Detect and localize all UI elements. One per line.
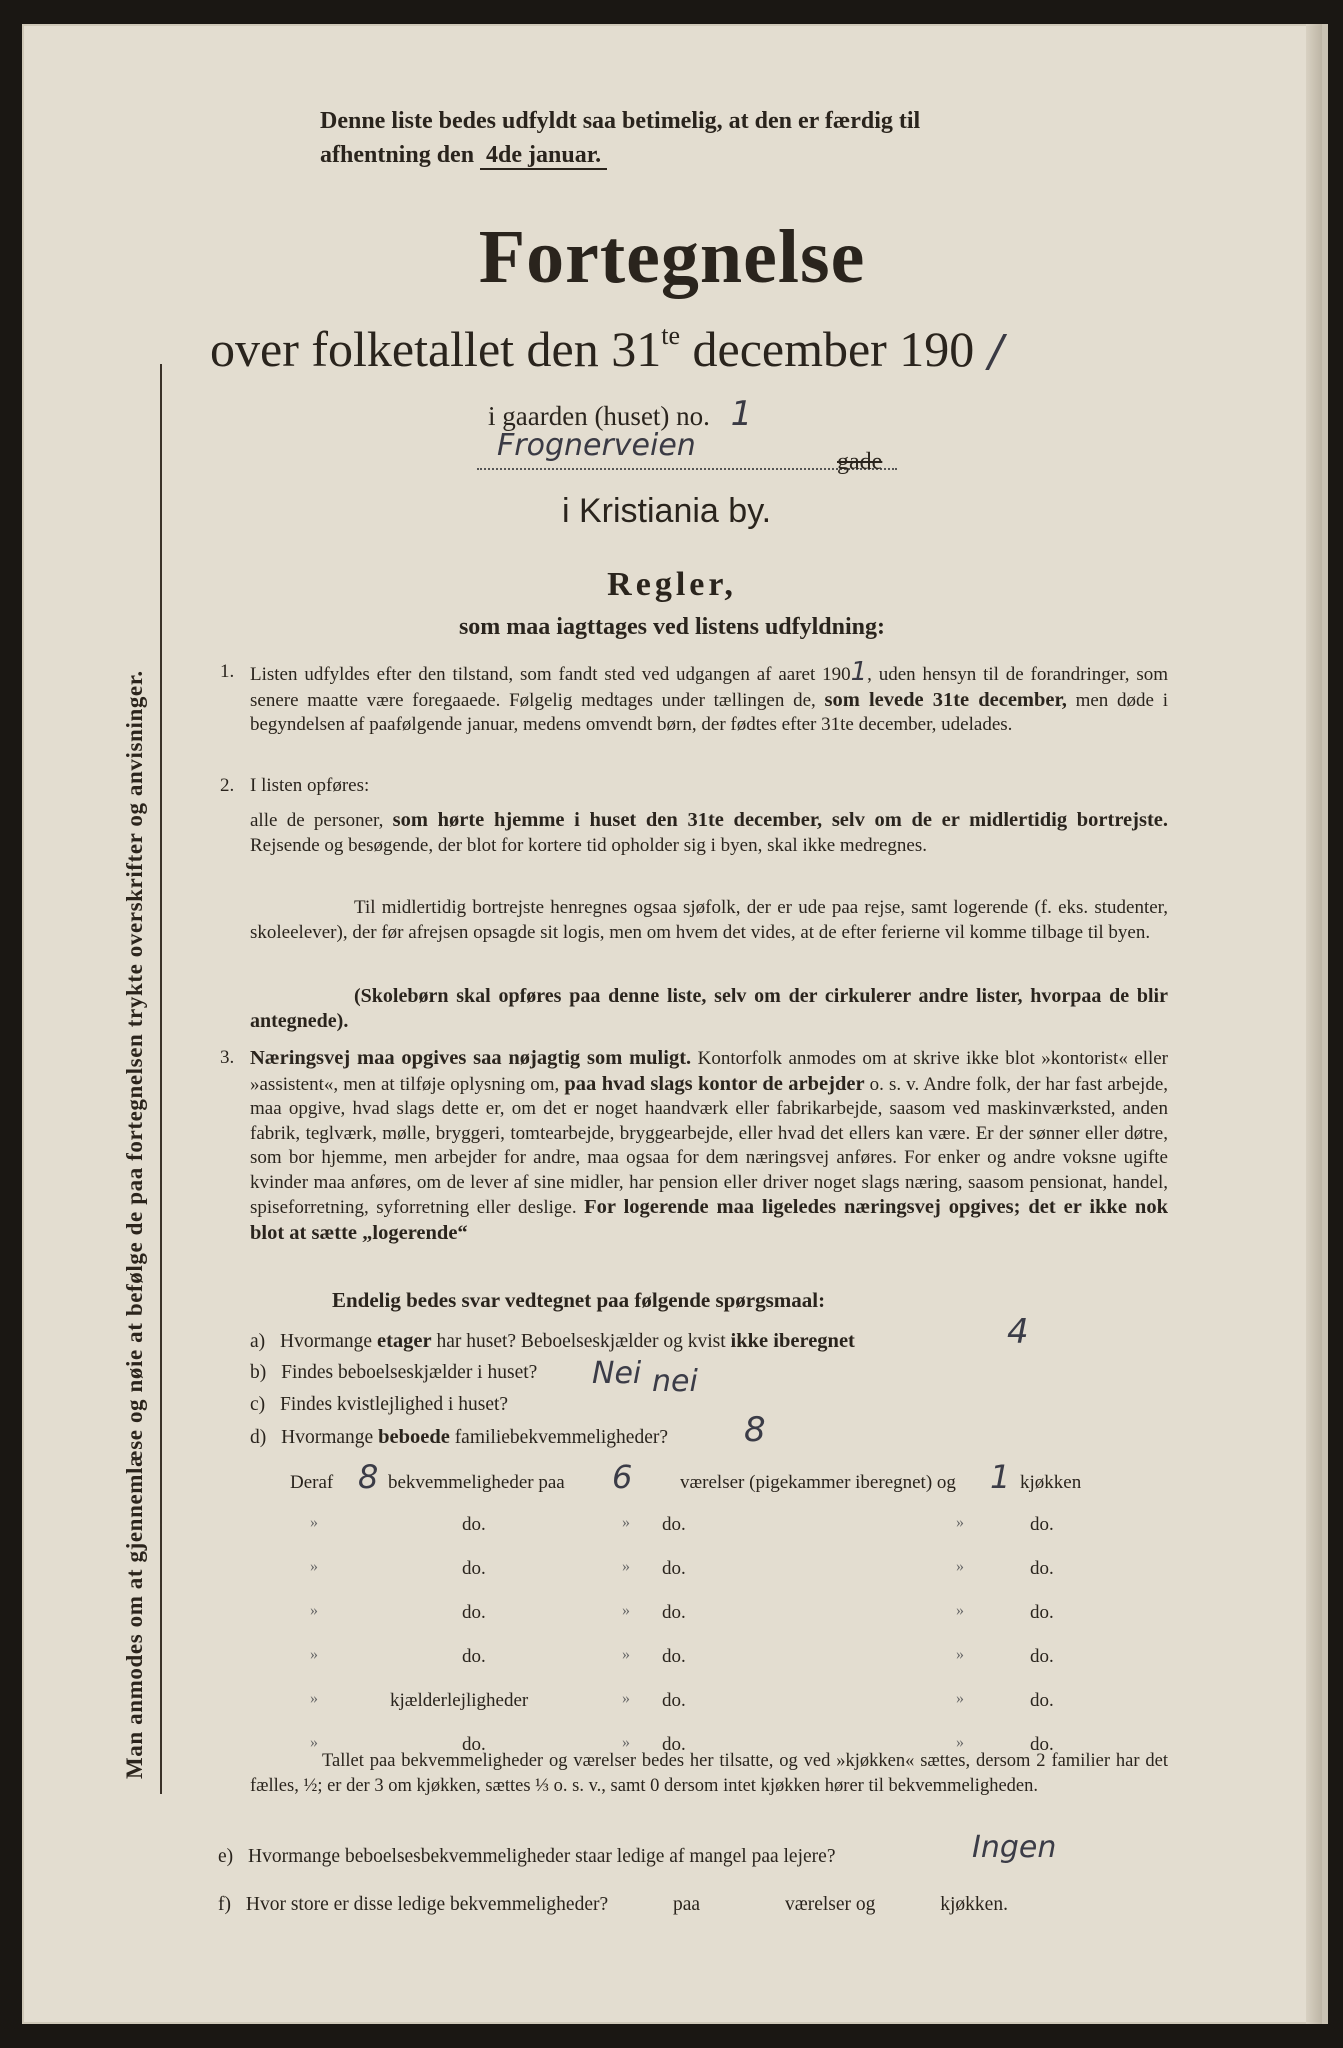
rule-3 — [220, 1046, 1169, 1246]
ditto-cell-2: do. — [662, 1558, 686, 1579]
ditto-cell-3: do. — [1030, 1646, 1054, 1667]
question-e-label: e) — [218, 1846, 234, 1867]
rule-1 — [220, 657, 1168, 738]
deraf-count-handwritten: 8 — [358, 1458, 379, 1496]
deraf-row — [272, 1458, 1172, 1496]
pickup-date: 4de januar. — [480, 142, 607, 170]
question-f-kitchen: kjøkken. — [940, 1894, 1008, 1915]
rules-title: Regler, — [607, 566, 737, 603]
question-a-text-mid: har huset? Beboelseskjælder og kvist — [436, 1331, 726, 1352]
page-edge — [1306, 24, 1322, 2024]
year-handwritten: / — [988, 326, 1004, 377]
rule-2-text-b: Rejsende og besøgende, der blot for kortere tid opholder sig i byen, skal ikke medregnes. — [250, 834, 927, 856]
question-b — [250, 1362, 537, 1384]
ditto-mark: » — [622, 1734, 630, 1751]
form-subtitle — [210, 320, 1003, 378]
question-c-text: Findes kvistlejlighed i huset? — [280, 1394, 509, 1415]
subtitle-sup: te — [661, 321, 680, 350]
ditto-cell-1: do. — [462, 1558, 486, 1579]
house-label: i gaarden (huset) no. — [488, 401, 710, 431]
rule-2-para-3: (Skolebørn skal opføres paa denne liste, selv om der cirkulerer andre lister, hvorpaa de blir antegnede). — [250, 985, 1168, 1032]
census-form-page — [22, 24, 1322, 2024]
rule-2-body — [250, 808, 1168, 858]
ditto-cell-3: do. — [1030, 1558, 1054, 1579]
street-printed-crossed: gade — [837, 449, 883, 475]
subtitle-pre: over folketallet den 31 — [210, 321, 662, 377]
rule-3-text-a: Kontorfolk anmodes om at skrive ikke blot »kontorist« eller »assistent«, men at tilføje oplysning om, — [250, 1048, 1169, 1095]
ditto-mark: » — [956, 1514, 964, 1531]
question-d-text-pre: Hvormange — [281, 1427, 374, 1448]
question-c — [250, 1394, 508, 1416]
ditto-mark: » — [310, 1514, 318, 1531]
ditto-cell-3: do. — [1030, 1734, 1054, 1755]
rule-3-bold-1: Næringsvej maa opgives saa nøjagtig som muligt. — [250, 1047, 692, 1069]
rule-2-text-a: alle de personer, — [250, 810, 384, 831]
ditto-mark: » — [956, 1602, 964, 1619]
question-d-label: d) — [250, 1427, 267, 1448]
ditto-mark: » — [622, 1646, 630, 1663]
question-f-paa: paa — [673, 1894, 701, 1915]
rule-1-bold: som levede 31te december, — [824, 688, 1067, 711]
ditto-cell-1: kjælderlejligheder — [390, 1690, 529, 1711]
rules-subtitle: som maa iagttages ved listens udfyldning: — [458, 614, 886, 640]
question-d-text: familiebekvemmeligheder? — [454, 1427, 669, 1448]
ditto-mark: » — [956, 1558, 964, 1575]
question-d-bold: beboede — [378, 1426, 450, 1448]
ditto-mark: » — [310, 1602, 318, 1619]
subtitle-post: december 190 — [692, 321, 975, 377]
count-note: Tallet paa bekvemmeligheder og værelser bedes her tilsatte, og ved »kjøkken« sættes, dersom 2 familier har det fælles, ½; er der 3 om kjøkken, sættes ⅓ o. s. v., samt 0 dersom intet kjøkken hører til bekvemmeligheden. — [250, 1751, 1168, 1796]
ditto-mark: » — [956, 1690, 964, 1707]
intro-line-2-text: afhentning den — [320, 142, 475, 168]
street-handwritten: Frognerveien — [497, 428, 696, 463]
question-a-label: a) — [250, 1331, 266, 1352]
question-d — [250, 1426, 668, 1449]
rule-1-text-a: Listen udfyldes efter den tilstand, som fandt sted ved udgangen af aaret 190 — [250, 664, 851, 685]
question-e — [218, 1846, 835, 1868]
rule-3-number: 3. — [220, 1047, 235, 1068]
rule-2-lead — [220, 774, 1168, 799]
ditto-cell-1: do. — [462, 1734, 486, 1755]
question-f-text: Hvor store er disse ledige bekvemmeligheder? — [245, 1894, 609, 1915]
rule-1-year-handwritten: 1 — [850, 657, 868, 687]
ditto-cell-2: do. — [662, 1602, 686, 1623]
rule-2-para-2: Til midlertidig bortrejste henregnes ogsaa sjøfolk, der er ude paa rejse, samt logerende (f. eks. studenter, skoleelever), der før afrejsen opsagde sit logis, men om hvem det vides, at de efter ferierne vil komme tilbage til byen. — [250, 897, 1168, 943]
ditto-cell-2: do. — [662, 1690, 686, 1711]
question-f — [218, 1894, 1008, 1916]
questions-heading: Endelig bedes svar vedtegnet paa følgende spørgsmaal: — [332, 1288, 826, 1312]
rule-1-text-c: men døde i begyndelsen af paafølgende januar, medens omvendt børn, der fødtes efter 31te december, udelades. — [250, 689, 1168, 735]
question-f-rooms: værelser og — [784, 1894, 876, 1915]
answer-a-handwritten: 4 — [1007, 1312, 1029, 1352]
ditto-mark: » — [310, 1558, 318, 1575]
ditto-mark: » — [622, 1602, 630, 1619]
deraf-text-2: værelser (pigekammer iberegnet) og — [680, 1472, 956, 1493]
rule-2-bold: som hørte hjemme i huset den 31te december, selv om de er midlertidig bortrejste. — [392, 809, 1169, 831]
ditto-row — [272, 1690, 1172, 1714]
ditto-cell-2: do. — [662, 1514, 686, 1535]
rule-1-text-b: , uden hensyn til de forandringer, som senere maatte være foregaaede. Følgelig medtages under tællingen de, — [250, 664, 1168, 711]
rule-3-bold-3: For logerende maa ligeledes næringsvej opgives; det er ikke nok blot at sætte „logerende“ — [250, 1196, 1168, 1244]
ditto-row — [272, 1558, 1172, 1582]
rule-3-text-b: o. s. v. Andre folk, der har fast arbejde, maa opgive, hvad slags dette er, om det er noget haandværk eller fabrikarbejde, saasom ved maskinværksted, anden fabrik, teglværk, mølle, bryggeri, tomtearbejde, bryggearbejde, eller hvad det ellers kan være. Er der sønner eller døtre, som bor hjemme, men arbejder for andre, maa ogsaa for dem næringsvej anføres. For enker og andre voksne ugifte kvinder maa anføres, om de lever af sine midler, har pension eller driver noget slags næring, saasom pensionat, handel, spiseforretning, syforretning eller deslige. — [250, 1073, 1169, 1218]
ditto-mark: » — [622, 1514, 630, 1531]
rule-2-number: 2. — [220, 775, 235, 796]
ditto-row — [272, 1514, 1172, 1538]
intro-line-2 — [320, 138, 1170, 172]
answer-b-handwritten: Nei — [592, 1356, 642, 1391]
ditto-cell-3: do. — [1030, 1602, 1054, 1623]
ditto-mark: » — [310, 1646, 318, 1663]
ditto-row — [272, 1602, 1172, 1626]
question-a-bold: etager — [376, 1330, 432, 1352]
question-b-text: Findes beboelseskjælder i huset? — [281, 1362, 538, 1383]
ditto-cell-1: do. — [462, 1602, 486, 1623]
rule-2-lead-text: I listen opføres: — [250, 775, 370, 796]
ditto-mark: » — [622, 1690, 630, 1707]
answer-d-handwritten: 8 — [744, 1410, 766, 1450]
ditto-cell-3: do. — [1030, 1514, 1054, 1535]
house-number-handwritten: 1 — [730, 394, 753, 434]
ditto-row — [272, 1646, 1172, 1670]
deraf-rooms-handwritten: 6 — [612, 1458, 633, 1496]
deraf-text-1: bekvemmeligheder paa — [388, 1472, 565, 1493]
deraf-text-3: kjøkken — [1020, 1472, 1082, 1493]
rule-3-bold-2: paa hvad slags kontor de arbejder — [564, 1072, 865, 1095]
ditto-mark: » — [622, 1558, 630, 1575]
question-a-bold-2: ikke iberegnet — [730, 1330, 855, 1352]
form-title: Fortegnelse — [478, 215, 866, 299]
ditto-cell-2: do. — [662, 1646, 686, 1667]
intro-line-1: Denne liste bedes udfyldt saa betimelig, at den er færdig til — [320, 108, 921, 134]
side-instruction: Man anmodes om at gjennemlæse og nøie at befølge de paa fortegnelsen trykte overskrifter og anvisninger. — [122, 670, 147, 1779]
question-a — [250, 1330, 855, 1353]
ditto-cell-2: do. — [662, 1734, 686, 1755]
ditto-mark: » — [310, 1734, 318, 1751]
ditto-mark: » — [956, 1734, 964, 1751]
question-e-text: Hvormange beboelsesbekvemmeligheder staar ledige af mangel paa lejere? — [248, 1846, 836, 1867]
intro-notice — [320, 104, 1170, 172]
answer-c-handwritten: nei — [652, 1364, 698, 1399]
deraf-label: Deraf — [290, 1472, 334, 1493]
question-c-label: c) — [250, 1394, 266, 1415]
question-a-text-pre: Hvormange — [280, 1331, 373, 1352]
city-line: i Kristiania by. — [562, 492, 772, 530]
question-b-label: b) — [250, 1362, 267, 1383]
question-f-label: f) — [218, 1894, 231, 1915]
rule-1-number: 1. — [220, 661, 235, 682]
ditto-cell-1: do. — [462, 1514, 486, 1535]
ditto-mark: » — [310, 1690, 318, 1707]
ditto-mark: » — [956, 1646, 964, 1663]
deraf-kitchen-handwritten: 1 — [990, 1458, 1011, 1496]
answer-e-handwritten: Ingen — [972, 1830, 1057, 1865]
ditto-cell-1: do. — [462, 1646, 486, 1667]
ditto-cell-3: do. — [1030, 1690, 1054, 1711]
